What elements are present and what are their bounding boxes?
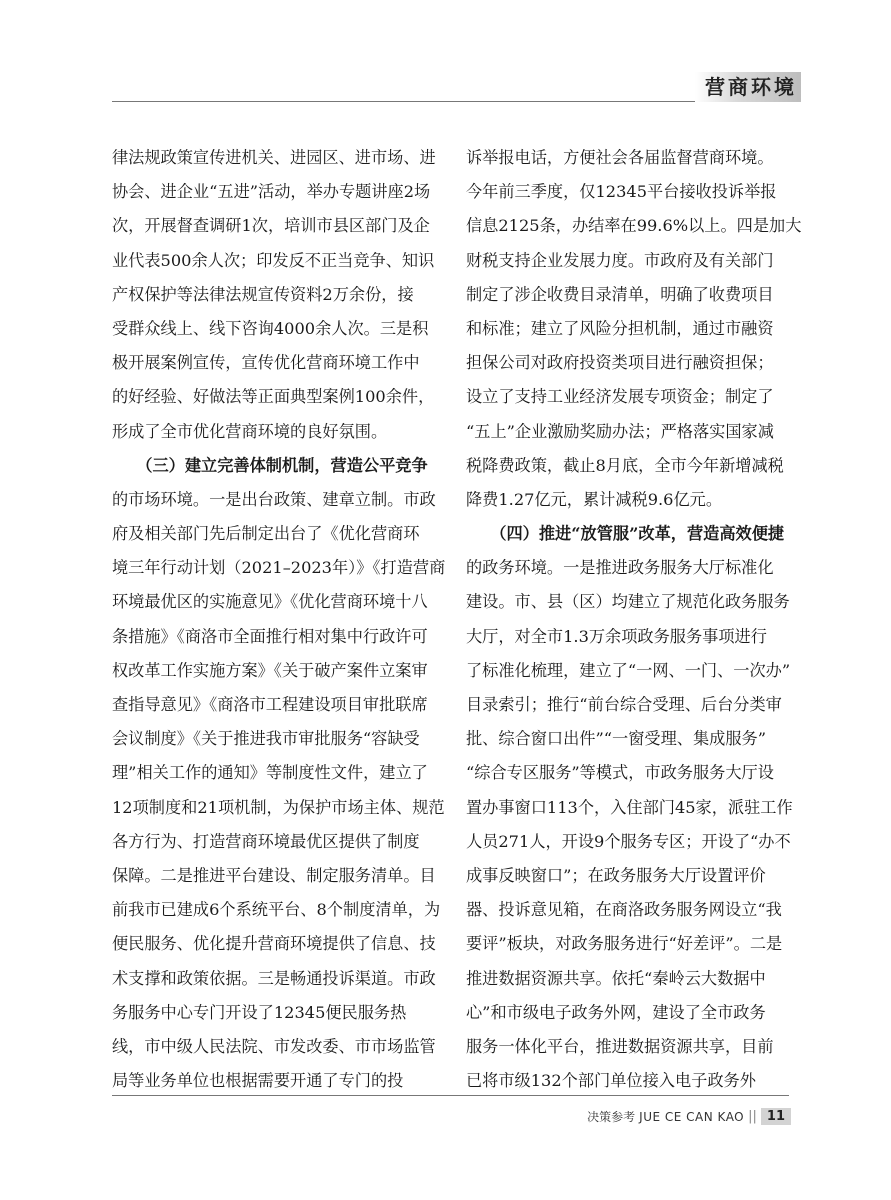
text-line: 权改革工作实施方案》《关于破产案件立案审 [112, 660, 428, 680]
text-line: 诉举报电话，方便社会各届监督营商环境。 [466, 148, 774, 167]
text-line: 了标准化梳理，建立了“一网、一门、一次办” [466, 660, 791, 680]
text-line: 会议制度》《关于推进我市审批服务“容缺受 [112, 729, 420, 749]
text-line: 保障。二是推进平台建设、制定服务清单。目 [112, 865, 436, 885]
text-line: 的政务环境。一是推进政务服务大厅标准化 [466, 558, 774, 578]
text-line: 制定了涉企收费目录清单，明确了收费项目 [466, 284, 774, 304]
text-line: 目录索引；推行“前台综合受理、后台分类审 [466, 695, 782, 714]
text-line: 和标准；建立了风险分担机制，通过市融资 [466, 318, 774, 338]
right-column [466, 141, 802, 1098]
text-line: 大厅，对全市1.3万余项政务服务事项进行 [466, 626, 767, 646]
text-line: 建设。市、县（区）均建立了规范化政务服务 [466, 592, 790, 612]
text-line: 律法规政策宣传进机关、进园区、进市场、进 [112, 148, 436, 167]
text-line: “综合专区服务”等模式，市政务服务大厅设 [466, 763, 774, 783]
text-line: 协会、进企业“五进”活动，举办专题讲座2场 [112, 182, 431, 202]
text-line: 术支撑和政策依据。三是畅通投诉渠道。市政 [112, 968, 436, 988]
text-line: 环境最优区的实施意见》《优化营商环境十八 [112, 592, 428, 612]
text-line: 财税支持企业发展力度。市政府及有关部门 [466, 250, 774, 270]
text-line: 批、综合窗口出件”“一窗受理、集成服务” [466, 729, 767, 749]
text-line: （三）建立完善体制机制，营造公平竞争 [112, 455, 428, 475]
text-line: 担保公司对政府投资类项目进行融资担保； [466, 353, 774, 373]
text-line: 今年前三季度，仅12345平台接收投诉举报 [466, 182, 777, 202]
text-line: 心”和市级电子政务外网，建设了全市政务 [466, 1002, 766, 1022]
page-footer [587, 1108, 791, 1125]
text-line: 极开展案例宣传，宣传优化营商环境工作中 [112, 353, 420, 373]
text-line: 便民服务、优化提升营商环境提供了信息、技 [112, 934, 436, 954]
text-line: 局等业务单位也根据需要开通了专门的投 [112, 1071, 404, 1091]
left-column [112, 141, 446, 1098]
text-line: 成事反映窗口”；在政务服务大厅设置评价 [466, 865, 766, 885]
text-line: 已将市级132个部门单位接入电子政务外 [466, 1071, 756, 1091]
text-line: 条措施》《商洛市全面推行相对集中行政许可 [112, 626, 428, 646]
text-line: 服务一体化平台，推进数据资源共享，目前 [466, 1036, 774, 1056]
footer-separator: || [748, 1109, 757, 1124]
text-line: 要评”板块，对政务服务进行“好差评”。二是 [466, 934, 783, 954]
text-line: 置办事窗口113个，入住部门45家，派驻工作 [466, 797, 793, 817]
journal-name-en: JUE CE CAN KAO [639, 1109, 745, 1124]
text-line: 受群众线上、线下咨询4000余人次。三是积 [112, 318, 429, 338]
text-line: 业代表500余人次；印发反不正当竞争、知识 [112, 250, 435, 270]
text-line: 的好经验、好做法等正面典型案例100余件， [112, 387, 435, 407]
footer-rule [112, 1095, 789, 1096]
text-line: “五上”企业激励奖励办法；严格落实国家减 [466, 421, 774, 441]
text-line: 产权保护等法律法规宣传资料2万余份，接 [112, 284, 414, 304]
text-line: 府及相关部门先后制定出台了《优化营商环 [112, 524, 420, 544]
text-line: 各方行为、打造营商环境最优区提供了制度 [112, 831, 420, 851]
text-line: 务服务中心专门开设了12345便民服务热 [112, 1002, 407, 1022]
text-line: 理”相关工作的通知》等制度性文件，建立了 [112, 763, 428, 783]
text-line: 境三年行动计划（2021–2023年）》《打造营商 [112, 558, 446, 578]
section-title: 营商环境 [695, 72, 801, 102]
text-line: 人员271人，开设9个服务专区；开设了“办不 [466, 831, 791, 851]
header-rule [112, 101, 789, 102]
text-line: 设立了支持工业经济发展专项资金；制定了 [466, 387, 774, 407]
text-line: 器、投诉意见箱，在商洛政务服务网设立“我 [466, 900, 782, 920]
text-line: 形成了全市优化营商环境的良好氛围。 [112, 421, 388, 441]
text-line: 查指导意见》《商洛市工程建设项目审批联席 [112, 695, 428, 714]
text-line: 信息2125条，办结率在99.6%以上。四是加大 [466, 216, 802, 236]
text-line: 税降费政策，截止8月底，全市今年新增减税 [466, 455, 784, 475]
text-line: 推进数据资源共享。依托“秦岭云大数据中 [466, 968, 766, 988]
text-line: 次，开展督查调研1次，培训市县区部门及企 [112, 216, 430, 236]
text-line: （四）推进“放管服”改革，营造高效便捷 [466, 524, 785, 544]
page-number: 11 [761, 1108, 791, 1125]
text-line: 线，市中级人民法院、市发改委、市市场监管 [112, 1036, 436, 1056]
text-line: 的市场环境。一是出台政策、建章立制。市政 [112, 489, 436, 509]
journal-name-cn: 决策参考 [587, 1110, 636, 1124]
text-line: 前我市已建成6个系统平台、8个制度清单，为 [112, 900, 441, 920]
text-line: 降费1.27亿元，累计减税9.6亿元。 [466, 489, 723, 509]
text-line: 12项制度和21项机制，为保护市场主体、规范 [112, 797, 445, 817]
